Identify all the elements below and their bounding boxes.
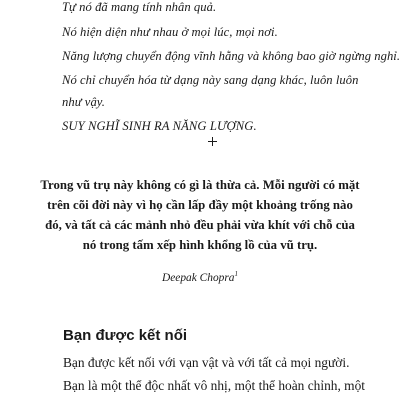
quote-line-1: Trong vũ trụ này không có gì là thừa cả. Mỗi người có mặt xyxy=(40,178,360,192)
italic-line-1: Tự nó đã mang tính nhân quả. xyxy=(62,0,217,14)
quote-author xyxy=(0,270,400,284)
quote-line-2: trên cõi đời này vì họ cần lấp đầy một khoảng trống nào xyxy=(47,198,353,212)
body-line-2: Bạn là một thể độc nhất vô nhị, một thể hoàn chỉnh, một xyxy=(63,378,365,393)
quote-line-3: đó, và tất cả các mảnh nhỏ đều phải vừa khít với chỗ của xyxy=(45,218,355,232)
cross-ornament-icon xyxy=(208,137,217,146)
caps-statement: SUY NGHĨ SINH RA NĂNG LƯỢNG. xyxy=(62,119,257,133)
author-name: Deepak Chopra xyxy=(162,271,235,284)
author-footnote-marker: 1 xyxy=(234,270,238,278)
italic-line-2: Nó hiện diện như nhau ở mọi lúc, mọi nơi. xyxy=(62,25,278,39)
italic-line-5: như vậy. xyxy=(62,95,105,109)
quote-line-4: nó trong tấm xếp hình khổng lồ của vũ trụ. xyxy=(82,238,318,252)
italic-line-4: Nó chỉ chuyển hóa từ dạng này sang dạng khác, luôn luôn xyxy=(62,73,359,87)
section-heading: Bạn được kết nối xyxy=(63,327,188,344)
body-line-1: Bạn được kết nối với vạn vật và với tất cả mọi người. xyxy=(63,355,350,370)
italic-line-3: Năng lượng chuyển động vĩnh hằng và không bao giờ ngừng nghỉ. xyxy=(62,49,400,63)
